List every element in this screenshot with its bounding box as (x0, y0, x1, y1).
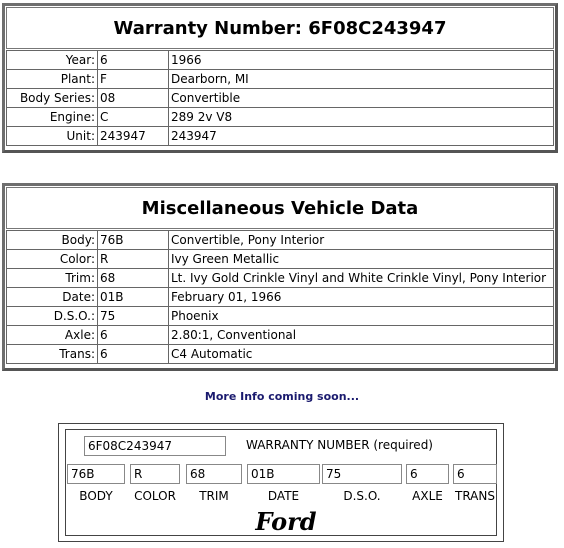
row-code: 68 (98, 269, 169, 288)
tag-date-label: DATE (267, 489, 300, 503)
row-label: Trim: (7, 269, 98, 288)
tag-warranty-number-field: 6F08C243947 (84, 436, 226, 456)
table-row (7, 326, 554, 345)
row-code: 08 (98, 89, 169, 108)
row-label: Axle: (7, 326, 98, 345)
tag-dso-label: D.S.O. (343, 489, 381, 503)
row-code: 01B (98, 288, 169, 307)
row-value: Lt. Ivy Gold Crinkle Vinyl and White Crinkle Vinyl, Pony Interior (169, 269, 554, 288)
row-code: F (98, 70, 169, 89)
row-code: 6 (98, 326, 169, 345)
ford-logo-text: Ford (255, 507, 317, 536)
tag-axle-label: AXLE (412, 489, 443, 503)
table-row (7, 250, 554, 269)
row-code: 6 (98, 51, 169, 70)
warranty-tag-inner (65, 429, 497, 536)
misc-table (6, 230, 554, 364)
row-value: Ivy Green Metallic (169, 250, 554, 269)
warranty-panel (2, 3, 558, 153)
tag-color-field: R (130, 464, 180, 484)
row-label: Engine: (7, 108, 98, 127)
table-row (7, 307, 554, 326)
row-label: D.S.O.: (7, 307, 98, 326)
ford-logo (246, 506, 326, 536)
row-label: Body Series: (7, 89, 98, 108)
row-value: 1966 (169, 51, 554, 70)
tag-dso-field: 75 (322, 464, 402, 484)
warranty-table (6, 50, 554, 146)
tag-trim-field: 68 (186, 464, 242, 484)
tag-body-field: 76B (67, 464, 125, 484)
table-row (7, 89, 554, 108)
row-label: Color: (7, 250, 98, 269)
row-value: Convertible (169, 89, 554, 108)
row-code: 75 (98, 307, 169, 326)
tag-body-label: BODY (79, 489, 113, 503)
row-value: Phoenix (169, 307, 554, 326)
row-value: Dearborn, MI (169, 70, 554, 89)
misc-panel (2, 183, 558, 371)
tag-trim-label: TRIM (199, 489, 229, 503)
row-label: Plant: (7, 70, 98, 89)
table-row (7, 108, 554, 127)
warranty-title: Warranty Number: 6F08C243947 (6, 7, 554, 49)
warranty-tag (58, 423, 504, 542)
row-value: C4 Automatic (169, 345, 554, 364)
row-value: 2.80:1, Conventional (169, 326, 554, 345)
table-row (7, 70, 554, 89)
row-code: 76B (98, 231, 169, 250)
row-value: Convertible, Pony Interior (169, 231, 554, 250)
tag-date-field: 01B (247, 464, 320, 484)
row-label: Body: (7, 231, 98, 250)
table-row (7, 51, 554, 70)
tag-trans-field: 6 (453, 464, 497, 484)
row-value: 243947 (169, 127, 554, 146)
table-row (7, 345, 554, 364)
row-label: Date: (7, 288, 98, 307)
row-code: R (98, 250, 169, 269)
row-value: 289 2v V8 (169, 108, 554, 127)
row-value: February 01, 1966 (169, 288, 554, 307)
row-label: Year: (7, 51, 98, 70)
row-label: Unit: (7, 127, 98, 146)
misc-title: Miscellaneous Vehicle Data (6, 187, 554, 229)
row-label: Trans: (7, 345, 98, 364)
more-info-text: More Info coming soon... (204, 390, 360, 403)
table-row (7, 269, 554, 288)
row-code: 243947 (98, 127, 169, 146)
table-row (7, 127, 554, 146)
tag-trans-label: TRANS (455, 489, 495, 503)
row-code: 6 (98, 345, 169, 364)
tag-color-label: COLOR (134, 489, 176, 503)
tag-warranty-label: WARRANTY NUMBER (required) (246, 438, 433, 452)
row-code: C (98, 108, 169, 127)
table-row (7, 288, 554, 307)
table-row (7, 231, 554, 250)
tag-axle-field: 6 (406, 464, 449, 484)
